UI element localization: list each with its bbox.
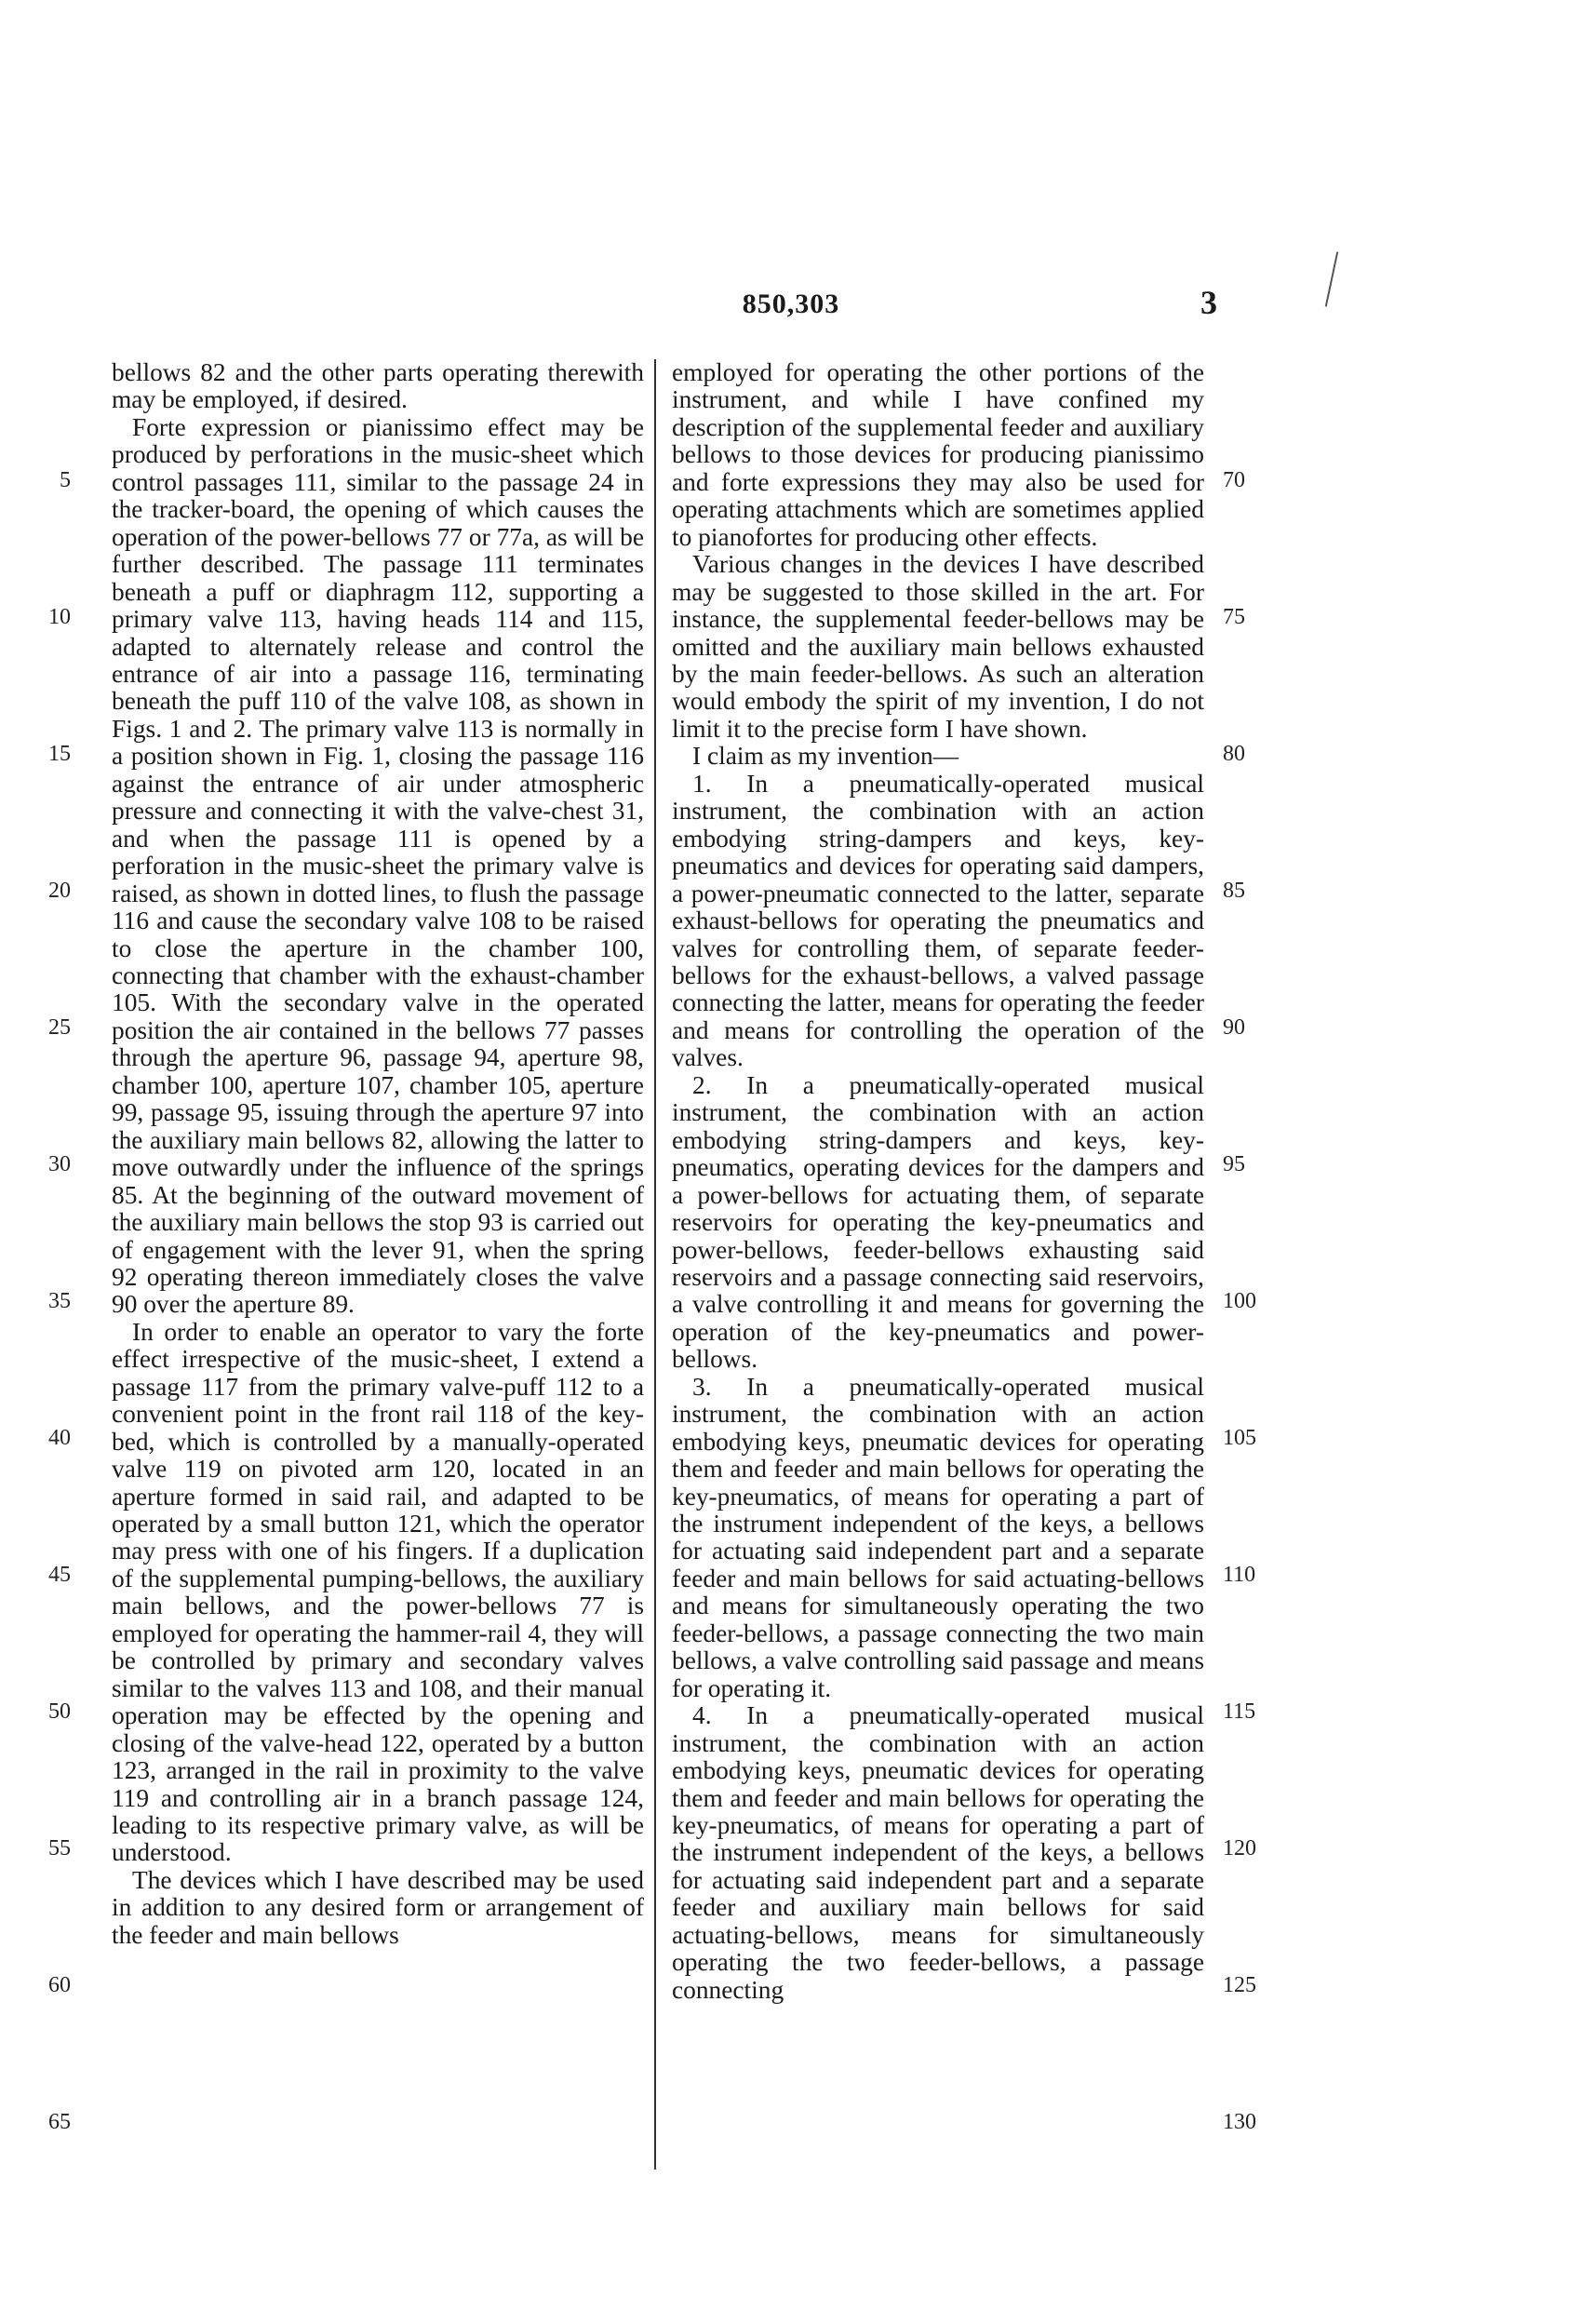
line-number: 40 [48,1426,71,1450]
line-number: 120 [1223,1836,1256,1861]
paragraph: In order to enable an operator to vary the forte effect irrespective of the music-sheet, I extend a passage 117 from the primary valve-puff 112 to a convenient point in the front rail 118 of the key-bed, which is controlled by a manually-operated valve 119 on pivoted arm 120, located in an aperture formed in said rail, and adapted to be operated by a small button 121, which the operator may press with one of his fingers. If a duplication of the supplemental pumping-bellows, the auxiliary main bellows, and the power-bellows 77 is employed for operating the hammer-rail 4, they will be controlled by primary and secondary valves similar to the valves 113 and 108, and their manual operation may be effected by the opening and closing of the valve-head 122, operated by a button 123, arranged in the rail in proximity to the valve 119 and controlling air in a branch passage 124, leading to its respective primary valve, as will be understood. [112,1317,644,1867]
line-number: 115 [1223,1699,1256,1724]
line-number: 5 [60,468,71,492]
line-number: 90 [1223,1015,1245,1040]
line-number: 80 [1223,742,1245,766]
paragraph: Forte expression or pianissimo effect may be produced by perforations in the music-sheet which control passages 111, similar to the passage 24 in the tracker-board, the opening of which causes the operation of the power-bellows 77 or 77a, as will be further described. The passage 111 terminates beneath a puff or diaphragm 112, supporting a primary valve 113, having heads 114 and 115, adapted to alternately release and control the entrance of air into a passage 116, terminating beneath the puff 110 of the valve 108, as shown in Figs. 1 and 2. The primary valve 113 is normally in a position shown in Fig. 1, closing the passage 116 against the entrance of air under atmospheric pressure and connecting it with the valve-chest 31, and when the passage 111 is opened by a perforation in the music-sheet the primary valve is raised, as shown in dotted lines, to flush the passage 116 and cause the secondary valve 108 to be raised to close the aperture in the chamber 100, connecting that chamber with the exhaust-chamber 105. With the secondary valve in the operated position the air contained in the bellows 77 passes through the aperture 96, passage 94, aperture 98, chamber 100, aperture 107, chamber 105, aperture 99, passage 95, issuing through the aperture 97 into the auxiliary main bellows 82, allowing the latter to move outwardly under the influence of the springs 85. At the beginning of the outward movement of the auxiliary main bellows the stop 93 is carried out of engagement with the lever 91, when the spring 92 operating thereon immediately closes the valve 90 over the aperture 89. [112,412,644,1319]
line-number: 95 [1223,1152,1245,1176]
left-column [112,359,644,1949]
line-number: 75 [1223,605,1245,629]
line-number: 110 [1223,1563,1256,1587]
paragraph: Various changes in the devices I have described may be suggested to those skilled in the art. For instance, the supplemental feeder-bellows may be omitted and the auxiliary main bellows exhausted by the main feeder-bellows. As such an alteration would embody the spirit of my invention, I do not limit it to the precise form I have shown. [672,550,1204,743]
line-number: 70 [1223,468,1245,492]
paragraph: The devices which I have described may be used in addition to any desired form or arrangement of the feeder and main bellows [112,1865,644,1949]
line-number: 10 [48,605,71,629]
line-number: 100 [1223,1289,1256,1313]
line-number: 85 [1223,879,1245,903]
paragraph: employed for operating the other portions of the instrument, and while I have confined my description of the supplemental feeder and auxiliary bellows to those devices for producing pianissimo and forte expressions they may also be used for operating attachments which are sometimes applied to pianofortes for producing other effects. [672,358,1204,551]
claim-paragraph: 2. In a pneumatically-operated musical instrument, the combination with an action embodying string-dampers and keys, key-pneumatics, operating devices for the dampers and a power-bellows for actuating them, of separate reservoirs for operating the key-pneumatics and power-bellows, feeder-bellows exhausting said reservoirs and a passage connecting said reservoirs, a valve controlling it and means for governing the operation of the key-pneumatics and power-bellows. [672,1070,1204,1374]
line-number: 130 [1223,2110,1256,2134]
claim-paragraph: 1. In a pneumatically-operated musical instrument, the combination with an action embodying string-dampers and keys, key-pneumatics and devices for operating said dampers, a power-pneumatic connected to the latter, separate exhaust-bellows for operating the pneumatics and valves for controlling them, of separate feeder-bellows for the exhaust-bellows, a valved passage connecting the latter, means for operating the feeder and means for controlling the operation of the valves. [672,769,1204,1072]
line-number: 35 [48,1289,71,1313]
line-number: 45 [48,1563,71,1587]
claim-paragraph: 3. In a pneumatically-operated musical instrument, the combination with an action embodying keys, pneumatic devices for operating them and feeder and main bellows for operating the key-pneumatics, of means for operating a part of the instrument independent of the keys, a bellows for actuating said independent part and a separate feeder and main bellows for said actuating-bellows and means for simultaneously operating the two feeder-bellows, a passage connecting the two main bellows, a valve controlling said passage and means for operating it. [672,1372,1204,1702]
line-number: 60 [48,1973,71,1997]
patent-number: 850,303 [742,289,840,319]
line-number: 125 [1223,1973,1256,1997]
claim-paragraph: 4. In a pneumatically-operated musical instrument, the combination with an action embodying keys, pneumatic devices for operating them and feeder and main bellows for operating the key-pneumatics, of means for operating a part of the instrument independent of the keys, a bellows for actuating said independent part and a separate feeder and auxiliary main bellows for said actuating-bellows, means for simultaneously operating the two feeder-bellows, a passage connecting [672,1701,1204,2004]
column-divider [654,359,656,2170]
line-number: 55 [48,1836,71,1861]
line-number: 15 [48,742,71,766]
line-number: 65 [48,2110,71,2134]
page-number: 3 [1200,284,1217,321]
line-number: 25 [48,1015,71,1040]
line-number: 30 [48,1152,71,1176]
paragraph: I claim as my invention— [692,742,959,771]
right-column [672,359,1204,2004]
line-number: 105 [1223,1426,1256,1450]
line-number: 50 [48,1699,71,1724]
paragraph: bellows 82 and the other parts operating therewith may be employed, if desired. [112,358,644,414]
line-number: 20 [48,879,71,903]
